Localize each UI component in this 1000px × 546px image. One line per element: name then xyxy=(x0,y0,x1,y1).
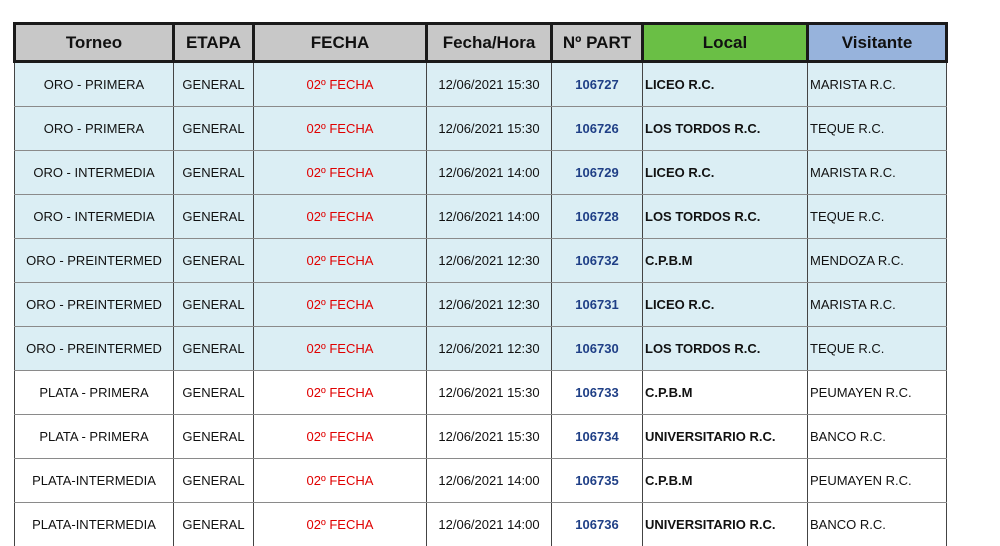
header-etapa: ETAPA xyxy=(174,24,254,62)
fecha-hora-cell: 12/06/2021 15:30 xyxy=(427,371,552,415)
fecha-hora-cell: 12/06/2021 15:30 xyxy=(427,107,552,151)
fecha-cell: 02º FECHA xyxy=(254,415,427,459)
etapa-cell: GENERAL xyxy=(174,62,254,107)
local-cell: UNIVERSITARIO R.C. xyxy=(643,415,808,459)
local-cell: LICEO R.C. xyxy=(643,151,808,195)
header-n-part: Nº PART xyxy=(552,24,643,62)
etapa-cell: GENERAL xyxy=(174,371,254,415)
torneo-cell: PLATA - PRIMERA xyxy=(15,415,174,459)
etapa-cell: GENERAL xyxy=(174,151,254,195)
table-row xyxy=(15,62,947,107)
n-part-cell: 106729 xyxy=(552,151,643,195)
torneo-cell: ORO - PREINTERMED xyxy=(15,327,174,371)
local-cell: UNIVERSITARIO R.C. xyxy=(643,503,808,546)
fecha-cell: 02º FECHA xyxy=(254,283,427,327)
visitante-cell: MENDOZA R.C. xyxy=(808,239,947,283)
fixture-table xyxy=(13,22,948,546)
n-part-cell: 106735 xyxy=(552,459,643,503)
torneo-cell: PLATA-INTERMEDIA xyxy=(15,503,174,546)
torneo-cell: ORO - INTERMEDIA xyxy=(15,151,174,195)
fecha-cell: 02º FECHA xyxy=(254,459,427,503)
torneo-cell: PLATA - PRIMERA xyxy=(15,371,174,415)
n-part-cell: 106734 xyxy=(552,415,643,459)
local-cell: C.P.B.M xyxy=(643,239,808,283)
table-row xyxy=(15,371,947,415)
n-part-cell: 106727 xyxy=(552,62,643,107)
fecha-hora-cell: 12/06/2021 14:00 xyxy=(427,151,552,195)
fecha-hora-cell: 12/06/2021 15:30 xyxy=(427,415,552,459)
etapa-cell: GENERAL xyxy=(174,239,254,283)
torneo-cell: ORO - PREINTERMED xyxy=(15,283,174,327)
etapa-cell: GENERAL xyxy=(174,107,254,151)
table-row xyxy=(15,459,947,503)
torneo-cell: ORO - PREINTERMED xyxy=(15,239,174,283)
local-cell: C.P.B.M xyxy=(643,459,808,503)
fecha-hora-cell: 12/06/2021 15:30 xyxy=(427,62,552,107)
table-row xyxy=(15,503,947,546)
n-part-cell: 106736 xyxy=(552,503,643,546)
local-cell: LOS TORDOS R.C. xyxy=(643,107,808,151)
visitante-cell: BANCO R.C. xyxy=(808,503,947,546)
local-cell: LOS TORDOS R.C. xyxy=(643,327,808,371)
visitante-cell: BANCO R.C. xyxy=(808,415,947,459)
fecha-cell: 02º FECHA xyxy=(254,503,427,546)
etapa-cell: GENERAL xyxy=(174,195,254,239)
header-local: Local xyxy=(643,24,808,62)
visitante-cell: TEQUE R.C. xyxy=(808,195,947,239)
header-torneo: Torneo xyxy=(15,24,174,62)
header-row xyxy=(15,24,947,62)
table-row xyxy=(15,283,947,327)
fecha-cell: 02º FECHA xyxy=(254,327,427,371)
header-visitante: Visitante xyxy=(808,24,947,62)
table-row xyxy=(15,327,947,371)
etapa-cell: GENERAL xyxy=(174,503,254,546)
torneo-cell: ORO - PRIMERA xyxy=(15,62,174,107)
fixture-body xyxy=(15,62,947,546)
visitante-cell: MARISTA R.C. xyxy=(808,283,947,327)
fecha-hora-cell: 12/06/2021 14:00 xyxy=(427,503,552,546)
n-part-cell: 106728 xyxy=(552,195,643,239)
etapa-cell: GENERAL xyxy=(174,283,254,327)
n-part-cell: 106732 xyxy=(552,239,643,283)
fecha-hora-cell: 12/06/2021 12:30 xyxy=(427,239,552,283)
fecha-cell: 02º FECHA xyxy=(254,151,427,195)
visitante-cell: PEUMAYEN R.C. xyxy=(808,371,947,415)
visitante-cell: TEQUE R.C. xyxy=(808,327,947,371)
etapa-cell: GENERAL xyxy=(174,327,254,371)
fecha-hora-cell: 12/06/2021 12:30 xyxy=(427,327,552,371)
torneo-cell: ORO - INTERMEDIA xyxy=(15,195,174,239)
etapa-cell: GENERAL xyxy=(174,459,254,503)
fecha-hora-cell: 12/06/2021 12:30 xyxy=(427,283,552,327)
etapa-cell: GENERAL xyxy=(174,415,254,459)
n-part-cell: 106726 xyxy=(552,107,643,151)
local-cell: LOS TORDOS R.C. xyxy=(643,195,808,239)
fecha-hora-cell: 12/06/2021 14:00 xyxy=(427,195,552,239)
visitante-cell: PEUMAYEN R.C. xyxy=(808,459,947,503)
header-fecha: FECHA xyxy=(254,24,427,62)
local-cell: C.P.B.M xyxy=(643,371,808,415)
table-row xyxy=(15,239,947,283)
table-row xyxy=(15,107,947,151)
n-part-cell: 106730 xyxy=(552,327,643,371)
local-cell: LICEO R.C. xyxy=(643,62,808,107)
torneo-cell: PLATA-INTERMEDIA xyxy=(15,459,174,503)
n-part-cell: 106731 xyxy=(552,283,643,327)
fecha-cell: 02º FECHA xyxy=(254,195,427,239)
fecha-cell: 02º FECHA xyxy=(254,107,427,151)
n-part-cell: 106733 xyxy=(552,371,643,415)
visitante-cell: TEQUE R.C. xyxy=(808,107,947,151)
fecha-cell: 02º FECHA xyxy=(254,239,427,283)
table-row xyxy=(15,415,947,459)
fecha-cell: 02º FECHA xyxy=(254,371,427,415)
fecha-cell: 02º FECHA xyxy=(254,62,427,107)
table-row xyxy=(15,151,947,195)
visitante-cell: MARISTA R.C. xyxy=(808,151,947,195)
torneo-cell: ORO - PRIMERA xyxy=(15,107,174,151)
fecha-hora-cell: 12/06/2021 14:00 xyxy=(427,459,552,503)
visitante-cell: MARISTA R.C. xyxy=(808,62,947,107)
header-fecha-hora: Fecha/Hora xyxy=(427,24,552,62)
local-cell: LICEO R.C. xyxy=(643,283,808,327)
table-row xyxy=(15,195,947,239)
